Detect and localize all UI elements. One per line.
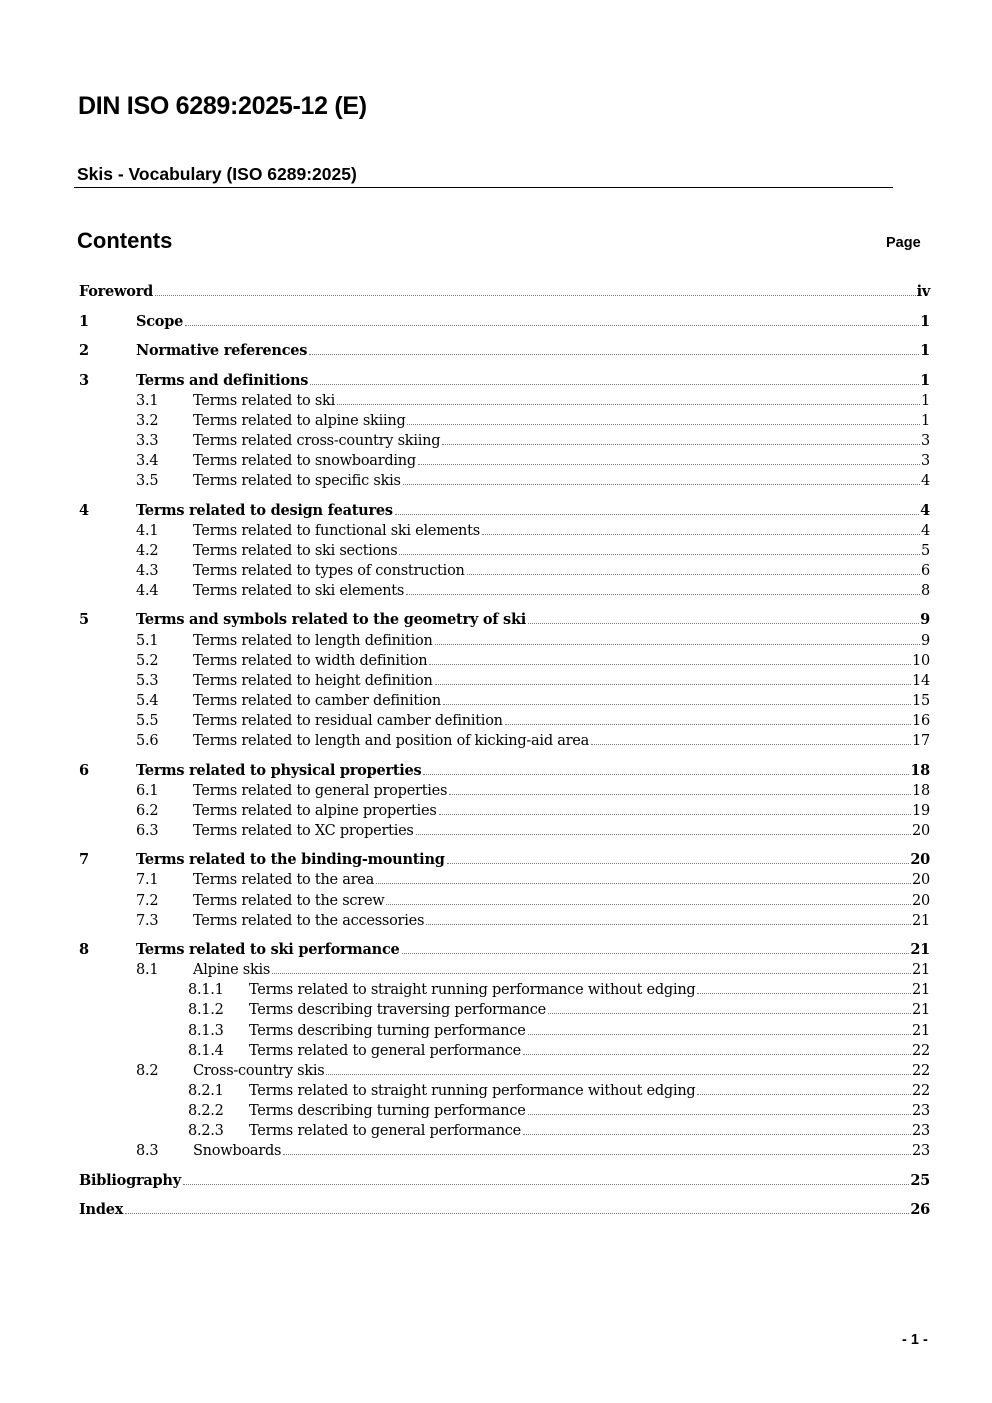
- toc-dot-leader: [399, 554, 920, 555]
- toc-entry-number: 7.2: [136, 892, 159, 909]
- toc-entry[interactable]: [79, 468, 930, 488]
- toc-entry[interactable]: [79, 279, 930, 299]
- toc-dot-leader: [272, 973, 911, 974]
- toc-entry-number: 4.2: [136, 542, 159, 559]
- toc-entry-title: Index: [79, 1200, 124, 1218]
- toc-entry[interactable]: [79, 728, 930, 748]
- toc-entry-title: Terms related to straight running performance without edging: [249, 981, 696, 998]
- toc-entry[interactable]: [79, 648, 930, 668]
- toc-entry-title: Terms related to straight running performance without edging: [249, 1082, 696, 1099]
- toc-entry-number: 5.1: [136, 632, 159, 649]
- toc-entry-number: 4.4: [136, 582, 159, 599]
- toc-entry-page: 25: [910, 1171, 930, 1189]
- toc-dot-leader: [407, 424, 920, 425]
- toc-dot-leader: [467, 574, 920, 575]
- toc-entry-number: 8.1.1: [188, 981, 224, 998]
- toc-dot-leader: [402, 953, 910, 954]
- toc-dot-leader: [310, 384, 919, 385]
- toc-entry[interactable]: [79, 758, 930, 778]
- toc-entry-title: Terms related to alpine properties: [193, 802, 437, 819]
- subtitle-divider: [74, 187, 893, 188]
- toc-entry-title: Terms related to height definition: [193, 672, 433, 689]
- toc-entry-number: 6.2: [136, 802, 159, 819]
- toc-entry-page: 6: [921, 562, 930, 579]
- toc-dot-leader: [697, 993, 911, 994]
- contents-heading: Contents: [77, 228, 173, 253]
- toc-entry-title: Terms related to functional ski elements: [193, 522, 480, 539]
- toc-entry-title: Terms related to general performance: [249, 1122, 521, 1139]
- toc-entry-number: 6.1: [136, 782, 159, 799]
- toc-dot-leader: [386, 904, 911, 905]
- toc-entry-page: 20: [910, 850, 930, 868]
- toc-entry-page: iv: [916, 282, 930, 300]
- toc-entry-page: 22: [912, 1082, 930, 1099]
- toc-entry-number: 8.2.2: [188, 1102, 224, 1119]
- toc-entry-title: Scope: [136, 312, 184, 330]
- toc-dot-leader: [418, 464, 920, 465]
- toc-dot-leader: [416, 834, 911, 835]
- toc-dot-leader: [395, 514, 919, 515]
- toc-entry[interactable]: [79, 668, 930, 688]
- toc-entry-page: 15: [912, 692, 930, 709]
- toc-entry-title: Terms related to specific skis: [193, 472, 401, 489]
- toc-entry[interactable]: [79, 408, 930, 428]
- toc-entry[interactable]: [79, 607, 930, 627]
- toc-entry-title: Terms related to ski sections: [193, 542, 398, 559]
- toc-entry[interactable]: [79, 778, 930, 798]
- toc-entry-page: 4: [921, 522, 930, 539]
- toc-dot-leader: [447, 863, 910, 864]
- toc-entry-page: 20: [912, 892, 930, 909]
- toc-entry-page: 10: [912, 652, 930, 669]
- toc-entry-page: 4: [921, 472, 930, 489]
- toc-entry[interactable]: [79, 708, 930, 728]
- toc-dot-leader: [423, 774, 909, 775]
- toc-dot-leader: [155, 295, 916, 296]
- toc-entry-title: Terms related to width definition: [193, 652, 428, 669]
- toc-dot-leader: [435, 644, 920, 645]
- toc-entry-page: 1: [920, 312, 930, 330]
- page-column-label: Page: [886, 235, 921, 251]
- toc-entry-number: 3: [79, 371, 89, 389]
- page-number-footer: - 1 -: [902, 1332, 928, 1348]
- toc-entry-title: Terms related to the accessories: [193, 912, 425, 929]
- toc-entry-page: 3: [921, 432, 930, 449]
- toc-entry[interactable]: [79, 1197, 930, 1217]
- toc-entry-title: Terms related to camber definition: [193, 692, 441, 709]
- document-subtitle: Skis - Vocabulary (ISO 6289:2025): [77, 164, 357, 184]
- toc-entry-number: 5: [79, 610, 89, 628]
- toc-entry-page: 21: [912, 1001, 930, 1018]
- toc-entry-title: Terms related to alpine skiing: [193, 412, 406, 429]
- toc-entry[interactable]: [79, 1098, 930, 1118]
- toc-entry[interactable]: [79, 818, 930, 838]
- toc-entry-page: 1: [921, 392, 930, 409]
- toc-entry-number: 4.3: [136, 562, 159, 579]
- toc-entry-number: 5.5: [136, 712, 159, 729]
- toc-dot-leader: [528, 1114, 911, 1115]
- toc-entry-page: 1: [920, 371, 930, 389]
- toc-entry-number: 7: [79, 850, 89, 868]
- toc-entry-number: 2: [79, 341, 89, 359]
- toc-entry-number: 6: [79, 761, 89, 779]
- toc-entry-page: 18: [910, 761, 930, 779]
- toc-dot-leader: [125, 1213, 909, 1214]
- toc-dot-leader: [591, 744, 911, 745]
- toc-entry[interactable]: [79, 1018, 930, 1038]
- toc-entry-number: 8.3: [136, 1142, 159, 1159]
- toc-entry-page: 1: [921, 412, 930, 429]
- toc-entry-page: 21: [912, 912, 930, 929]
- toc-entry-number: 3.2: [136, 412, 159, 429]
- toc-entry-page: 20: [912, 822, 930, 839]
- toc-entry-number: 7.3: [136, 912, 159, 929]
- toc-entry-number: 8.1: [136, 961, 159, 978]
- toc-entry-title: Terms and definitions: [136, 371, 309, 389]
- toc-dot-leader: [442, 444, 920, 445]
- document-id: DIN ISO 6289:2025-12 (E): [78, 92, 367, 120]
- toc-dot-leader: [528, 623, 919, 624]
- toc-entry[interactable]: [79, 847, 930, 867]
- toc-dot-leader: [435, 684, 911, 685]
- toc-entry-title: Terms related to design features: [136, 501, 393, 519]
- toc-entry[interactable]: [79, 428, 930, 448]
- toc-entry-number: 8.2.1: [188, 1082, 224, 1099]
- toc-entry-page: 26: [910, 1200, 930, 1218]
- toc-entry[interactable]: [79, 688, 930, 708]
- toc-entry-page: 23: [912, 1122, 930, 1139]
- toc-entry-page: 9: [920, 610, 930, 628]
- toc-dot-leader: [376, 883, 911, 884]
- toc-dot-leader: [697, 1094, 911, 1095]
- toc-entry-page: 21: [912, 981, 930, 998]
- toc-entry[interactable]: [79, 997, 930, 1017]
- toc-entry-title: Terms related to the binding-mounting: [136, 850, 445, 868]
- toc-dot-leader: [523, 1054, 911, 1055]
- toc-entry[interactable]: [79, 798, 930, 818]
- toc-entry-title: Terms related cross-country skiing: [193, 432, 441, 449]
- toc-entry-number: 5.2: [136, 652, 159, 669]
- toc-entry-page: 17: [912, 732, 930, 749]
- toc-entry-title: Foreword: [79, 282, 153, 300]
- toc-entry-title: Terms related to ski: [193, 392, 335, 409]
- toc-entry-number: 5.4: [136, 692, 159, 709]
- toc-entry-number: 6.3: [136, 822, 159, 839]
- toc-dot-leader: [283, 1154, 911, 1155]
- toc-dot-leader: [443, 704, 911, 705]
- toc-entry-title: Bibliography: [79, 1171, 181, 1189]
- toc-entry-number: 8: [79, 940, 89, 958]
- toc-entry-number: 8.1.4: [188, 1042, 224, 1059]
- toc-entry-title: Terms related to snowboarding: [193, 452, 416, 469]
- toc-entry-number: 3.3: [136, 432, 159, 449]
- toc-entry-number: 8.2: [136, 1062, 159, 1079]
- toc-entry-number: 8.2.3: [188, 1122, 224, 1139]
- toc-entry-title: Terms and symbols related to the geometry of ski: [136, 610, 527, 628]
- toc-entry-title: Terms related to physical properties: [136, 761, 422, 779]
- toc-dot-leader: [523, 1134, 911, 1135]
- toc-entry-page: 19: [912, 802, 930, 819]
- toc-entry[interactable]: [79, 1168, 930, 1188]
- toc-entry[interactable]: [79, 448, 930, 468]
- toc-entry[interactable]: [79, 1078, 930, 1098]
- toc-entry-page: 9: [921, 632, 930, 649]
- toc-dot-leader: [429, 664, 911, 665]
- toc-entry-number: 3.5: [136, 472, 159, 489]
- toc-entry-title: Alpine skis: [193, 961, 271, 978]
- toc-dot-leader: [403, 484, 920, 485]
- toc-entry-title: Terms related to the screw: [193, 892, 385, 909]
- toc-entry-page: 5: [921, 542, 930, 559]
- toc-entry-title: Terms related to general performance: [249, 1042, 521, 1059]
- toc-entry-number: 4.1: [136, 522, 159, 539]
- toc-entry-title: Cross-country skis: [193, 1062, 325, 1079]
- toc-entry[interactable]: [79, 867, 930, 887]
- toc-entry-page: 22: [912, 1062, 930, 1079]
- toc-entry[interactable]: [79, 1118, 930, 1138]
- toc-entry[interactable]: [79, 1138, 930, 1158]
- toc-entry-page: 1: [920, 341, 930, 359]
- toc-entry-title: Terms related to length and position of kicking-aid area: [193, 732, 590, 749]
- toc-entry[interactable]: [79, 1058, 930, 1078]
- toc-entry-number: 8.1.3: [188, 1022, 224, 1039]
- toc-entry[interactable]: [79, 388, 930, 408]
- toc-dot-leader: [309, 354, 919, 355]
- toc-entry-page: 21: [910, 940, 930, 958]
- toc-entry-page: 8: [921, 582, 930, 599]
- toc-entry[interactable]: [79, 908, 930, 928]
- toc-entry-title: Terms related to length definition: [193, 632, 433, 649]
- toc-entry-page: 3: [921, 452, 930, 469]
- toc-entry[interactable]: [79, 309, 930, 329]
- toc-entry-title: Terms related to types of construction: [193, 562, 465, 579]
- toc-entry-title: Terms related to general properties: [193, 782, 448, 799]
- toc-entry[interactable]: [79, 977, 930, 997]
- toc-entry-number: 1: [79, 312, 89, 330]
- toc-entry-page: 14: [912, 672, 930, 689]
- toc-entry[interactable]: [79, 1038, 930, 1058]
- toc-dot-leader: [528, 1034, 911, 1035]
- toc-entry[interactable]: [79, 888, 930, 908]
- toc-entry-number: 5.3: [136, 672, 159, 689]
- toc-entry-page: 21: [912, 1022, 930, 1039]
- toc-entry-title: Terms describing traversing performance: [249, 1001, 546, 1018]
- toc-entry[interactable]: [79, 578, 930, 598]
- toc-entry-number: 7.1: [136, 871, 159, 888]
- toc-entry[interactable]: [79, 628, 930, 648]
- toc-entry-number: 3.4: [136, 452, 159, 469]
- toc-entry-number: 4: [79, 501, 89, 519]
- toc-entry-title: Terms related to residual camber definition: [193, 712, 503, 729]
- toc-entry-page: 16: [912, 712, 930, 729]
- toc-entry[interactable]: [79, 558, 930, 578]
- toc-entry[interactable]: [79, 957, 930, 977]
- toc-entry-number: 8.1.2: [188, 1001, 224, 1018]
- toc-entry[interactable]: [79, 518, 930, 538]
- toc-entry-title: Normative references: [136, 341, 308, 359]
- toc-dot-leader: [185, 325, 919, 326]
- toc-entry-title: Terms related to XC properties: [193, 822, 414, 839]
- toc-dot-leader: [406, 594, 920, 595]
- toc-entry[interactable]: [79, 937, 930, 957]
- toc-entry[interactable]: [79, 498, 930, 518]
- toc-dot-leader: [183, 1184, 909, 1185]
- toc-entry-title: Terms related to ski performance: [136, 940, 400, 958]
- toc-dot-leader: [426, 924, 911, 925]
- toc-entry-page: 23: [912, 1142, 930, 1159]
- toc-entry-title: Terms describing turning performance: [249, 1022, 526, 1039]
- toc-entry-page: 20: [912, 871, 930, 888]
- toc-dot-leader: [449, 794, 911, 795]
- toc-dot-leader: [482, 534, 920, 535]
- toc-entry-page: 18: [912, 782, 930, 799]
- toc-dot-leader: [439, 814, 911, 815]
- toc-entry[interactable]: [79, 538, 930, 558]
- toc-entry[interactable]: [79, 368, 930, 388]
- toc-dot-leader: [548, 1013, 911, 1014]
- toc-entry-page: 4: [920, 501, 930, 519]
- toc-entry-number: 3.1: [136, 392, 159, 409]
- toc-entry-title: Terms describing turning performance: [249, 1102, 526, 1119]
- toc-dot-leader: [337, 404, 920, 405]
- toc-dot-leader: [326, 1074, 911, 1075]
- toc-entry-page: 23: [912, 1102, 930, 1119]
- toc-dot-leader: [505, 724, 911, 725]
- toc-entry-title: Terms related to the area: [193, 871, 375, 888]
- toc-entry[interactable]: [79, 338, 930, 358]
- toc-entry-title: Terms related to ski elements: [193, 582, 405, 599]
- toc-entry-page: 22: [912, 1042, 930, 1059]
- toc-entry-page: 21: [912, 961, 930, 978]
- toc-entry-title: Snowboards: [193, 1142, 282, 1159]
- toc-entry-number: 5.6: [136, 732, 159, 749]
